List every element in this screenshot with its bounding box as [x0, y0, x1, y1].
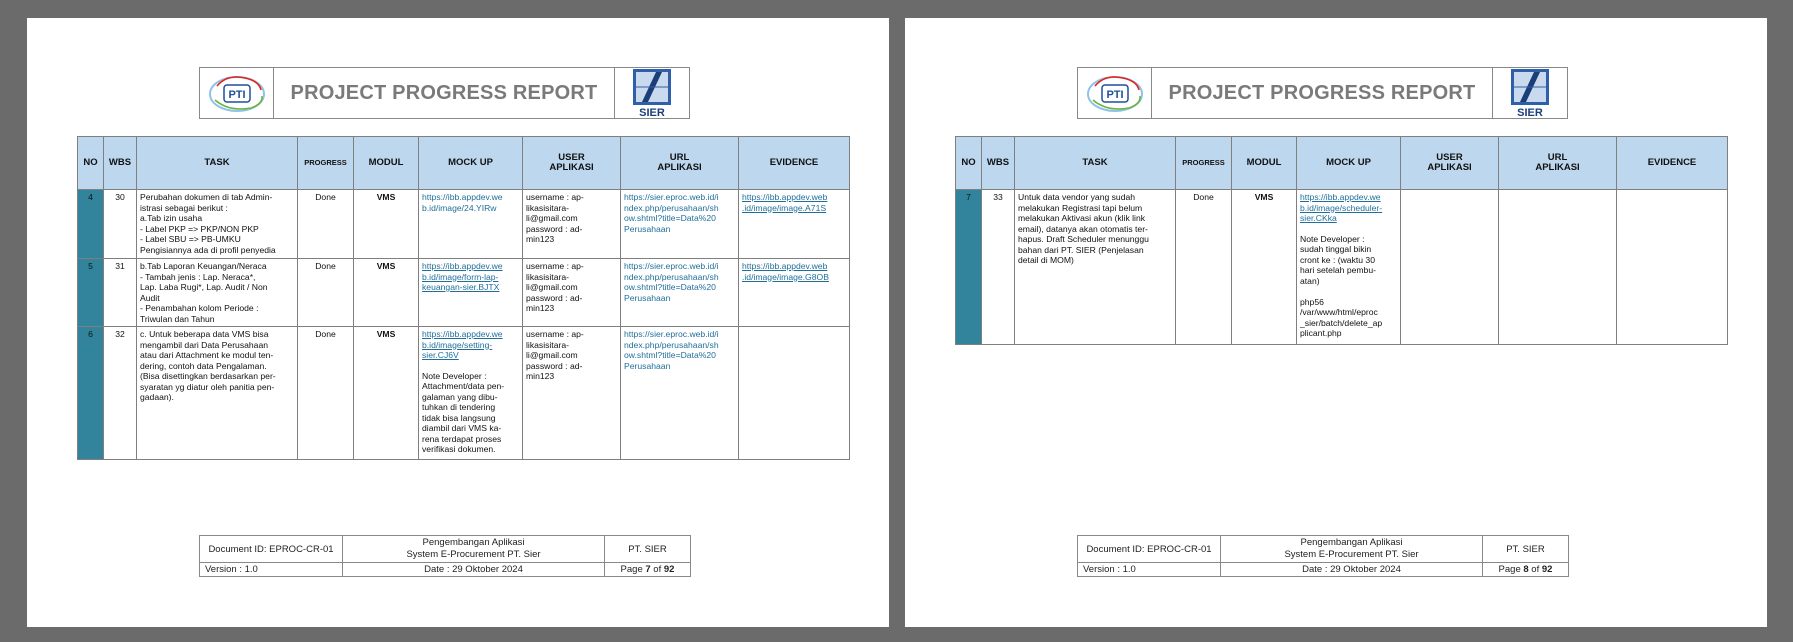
- col-header-user: USER APLIKASI: [523, 137, 621, 190]
- col-header-wbs: WBS: [982, 137, 1015, 190]
- table-row: [78, 327, 850, 460]
- url-link[interactable]: https://sier.eproc.web.id/i ndex.php/perusahaan/sh ow.shtml?title=Data%20 Perusahaan: [624, 261, 719, 303]
- footer-page: [1483, 563, 1569, 577]
- row-modul: VMS: [354, 190, 419, 259]
- evidence-link[interactable]: https://ibb.appdev.web .id/image/image.A71S: [742, 192, 828, 213]
- report-title: PROJECT PROGRESS REPORT: [1168, 81, 1476, 104]
- pti-logo: [1078, 68, 1152, 118]
- row-mockup-cell: [419, 327, 523, 460]
- report-title: PROJECT PROGRESS REPORT: [290, 81, 598, 104]
- row-task: c. Untuk beberapa data VMS bisa mengambil dari Data Perusahaan atau dari Attachment ke modul ten- dering, contoh data Pengalaman. (Bisa disettingkan berdasarkan per- syaratan yg diatur oleh panitia pen- gadaan).: [137, 327, 298, 460]
- col-header-url: URL APLIKASI: [621, 137, 739, 190]
- row-progress: Done: [298, 259, 354, 327]
- developer-note: Note Developer : Attachment/data pen- galaman yang dibu- tuhkan di tendering tidak bisa langsung diambil dari VMS ka- rena terdapat proses verifikasi dokumen.: [422, 370, 505, 454]
- document-page-7: [27, 18, 889, 627]
- col-header-user: USER APLIKASI: [1401, 137, 1499, 190]
- row-no: 4: [78, 190, 104, 259]
- svg-text:SIER: SIER: [639, 107, 665, 118]
- table-header-row: [956, 137, 1728, 190]
- sier-logo-icon: [631, 68, 673, 118]
- footer-date: Date : 29 Oktober 2024: [343, 563, 605, 577]
- row-task: Perubahan dokumen di tab Admin- istrasi sebagai berikut : a.Tab izin usaha - Label PKP => PKP/NON PKP - Label SBU => PB-UMKU Pengisiannya ada di profil penyedia: [137, 190, 298, 259]
- document-footer: [199, 535, 691, 577]
- row-evidence: [739, 327, 850, 460]
- col-header-modul: MODUL: [1232, 137, 1297, 190]
- row-wbs: 30: [104, 190, 137, 259]
- row-no: 7: [956, 190, 982, 345]
- row-wbs: 31: [104, 259, 137, 327]
- page-total: 92: [663, 564, 675, 575]
- col-header-no: NO: [956, 137, 982, 190]
- col-header-progress: PROGRESS: [298, 137, 354, 190]
- footer-page: [605, 563, 691, 577]
- url-link[interactable]: https://sier.eproc.web.id/i ndex.php/perusahaan/sh ow.shtml?title=Data%20 Perusahaan: [624, 192, 719, 234]
- row-modul: VMS: [1232, 190, 1297, 345]
- report-header: [1077, 67, 1568, 119]
- row-task: b.Tab Laporan Keuangan/Neraca - Tambah jenis : Lap. Neraca*, Lap. Laba Rugi*, Lap. Audit / Non Audit - Penambahan kolom Periode : Triwulan dan Tahun: [137, 259, 298, 327]
- col-header-no: NO: [78, 137, 104, 190]
- footer-project: Pengembangan Aplikasi System E-Procurement PT. Sier: [343, 536, 605, 563]
- footer-doc-id: Document ID: EPROC-CR-01: [1078, 536, 1221, 563]
- developer-note: Note Developer : sudah tinggal bikin cront ke : (waktu 30 hari setelah pembu- atan) php56 /var/www/html/eproc _sier/batch/delete_ap plicant.php: [1300, 233, 1383, 338]
- footer-company: PT. SIER: [1483, 536, 1569, 563]
- table-row: [78, 190, 850, 259]
- row-evidence-cell: [739, 259, 850, 327]
- col-header-task: TASK: [137, 137, 298, 190]
- mockup-link[interactable]: https://ibb.appdev.we b.id/image/form-lap- keuangan-sier.BJTX: [422, 261, 503, 292]
- page-number: 8: [1523, 564, 1529, 575]
- row-no: 6: [78, 327, 104, 460]
- progress-table: [955, 136, 1728, 345]
- svg-text:PTI: PTI: [227, 89, 246, 101]
- row-mockup-cell: [419, 190, 523, 259]
- row-user: username : ap- likasisitara- li@gmail.com password : ad- min123: [523, 190, 621, 259]
- footer-version: Version : 1.0: [200, 563, 343, 577]
- row-wbs: 33: [982, 190, 1015, 345]
- footer-date: Date : 29 Oktober 2024: [1221, 563, 1483, 577]
- row-task: Untuk data vendor yang sudah melakukan Registrasi tapi belum melakukan Aktivasi akun (klik link email), datanya akan otomatis ter- hapus. Draft Scheduler menunggu bahan dari PT. SIER (Penjelasan detail di MOM): [1015, 190, 1176, 345]
- sier-logo: [614, 68, 689, 118]
- footer-project: Pengembangan Aplikasi System E-Procurement PT. Sier: [1221, 536, 1483, 563]
- row-url-cell: [621, 190, 739, 259]
- row-no: 5: [78, 259, 104, 327]
- footer-doc-id: Document ID: EPROC-CR-01: [200, 536, 343, 563]
- row-user: [1401, 190, 1499, 345]
- col-header-mockup: MOCK UP: [1297, 137, 1401, 190]
- row-url-cell: [621, 259, 739, 327]
- row-url: [1499, 190, 1617, 345]
- document-footer: [1077, 535, 1569, 577]
- page-prefix: Page: [620, 564, 646, 575]
- footer-company: PT. SIER: [605, 536, 691, 563]
- table-header-row: [78, 137, 850, 190]
- report-header: [199, 67, 690, 119]
- pti-logo: [200, 68, 274, 118]
- row-wbs: 32: [104, 327, 137, 460]
- row-user: username : ap- likasisitara- li@gmail.com password : ad- min123: [523, 259, 621, 327]
- pti-logo-icon: [207, 72, 267, 114]
- page-of: of: [1528, 564, 1542, 575]
- mockup-link[interactable]: https://ibb.appdev.we b.id/image/setting- sier.CJ6V: [422, 329, 503, 360]
- url-link[interactable]: https://sier.eproc.web.id/i ndex.php/perusahaan/sh ow.shtml?title=Data%20 Perusahaan: [624, 329, 719, 371]
- footer-version: Version : 1.0: [1078, 563, 1221, 577]
- evidence-link[interactable]: https://ibb.appdev.web .id/image/image.G8OB: [742, 261, 829, 282]
- row-modul: VMS: [354, 259, 419, 327]
- svg-text:SIER: SIER: [1517, 107, 1543, 118]
- col-header-evidence: EVIDENCE: [739, 137, 850, 190]
- col-header-wbs: WBS: [104, 137, 137, 190]
- row-user: username : ap- likasisitara- li@gmail.com password : ad- min123: [523, 327, 621, 460]
- row-mockup-cell: [1297, 190, 1401, 345]
- row-progress: Done: [298, 327, 354, 460]
- col-header-evidence: EVIDENCE: [1617, 137, 1728, 190]
- col-header-task: TASK: [1015, 137, 1176, 190]
- row-modul: VMS: [354, 327, 419, 460]
- row-evidence-cell: [739, 190, 850, 259]
- document-page-8: [905, 18, 1767, 627]
- mockup-link[interactable]: https://ibb.appdev.we b.id/image/scheduler- sier.CKka: [1300, 192, 1383, 223]
- table-row: [78, 259, 850, 327]
- page-prefix: Page: [1498, 564, 1524, 575]
- mockup-link[interactable]: https://ibb.appdev.we b.id/image/24.YIRw: [422, 192, 503, 213]
- row-mockup-cell: [419, 259, 523, 327]
- col-header-mockup: MOCK UP: [419, 137, 523, 190]
- progress-table: [77, 136, 850, 460]
- svg-text:PTI: PTI: [1105, 89, 1124, 101]
- table-row: [956, 190, 1728, 345]
- page-number: 7: [645, 564, 651, 575]
- col-header-url: URL APLIKASI: [1499, 137, 1617, 190]
- col-header-modul: MODUL: [354, 137, 419, 190]
- pti-logo-icon: [1085, 72, 1145, 114]
- page-of: of: [650, 564, 664, 575]
- row-url-cell: [621, 327, 739, 460]
- row-progress: Done: [298, 190, 354, 259]
- sier-logo: [1492, 68, 1567, 118]
- row-evidence: [1617, 190, 1728, 345]
- sier-logo-icon: [1509, 68, 1551, 118]
- col-header-progress: PROGRESS: [1176, 137, 1232, 190]
- row-progress: Done: [1176, 190, 1232, 345]
- page-total: 92: [1541, 564, 1553, 575]
